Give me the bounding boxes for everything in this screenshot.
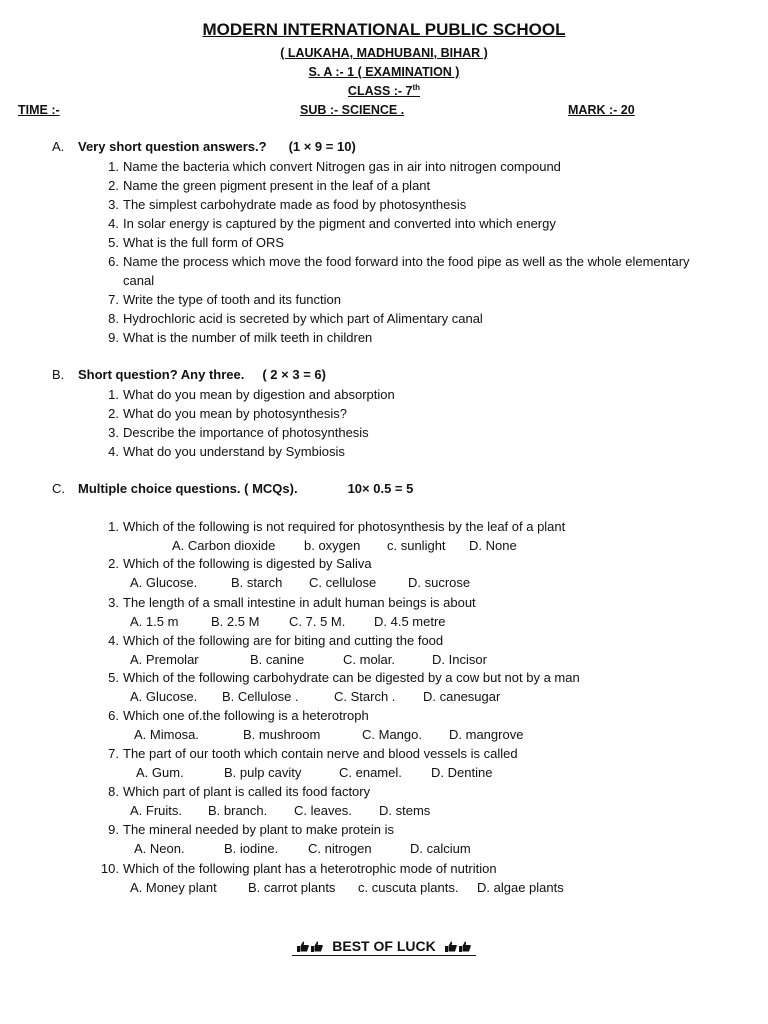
thumbs-up-icon (297, 941, 309, 952)
class-superscript: th (412, 83, 421, 92)
best-of-luck-text: BEST OF LUCK (332, 938, 436, 954)
thumbs-up-icon (311, 941, 323, 952)
mcq-option: C. Mango. (362, 727, 422, 742)
mcq-option: A. Fruits. (130, 803, 183, 818)
question-text: Write the type of tooth and its function (123, 292, 341, 307)
section-a-question (96, 235, 284, 250)
question-text: Which of the following is not required for photosynthesis by the leaf of a plant (123, 519, 566, 534)
section-c-heading (52, 481, 413, 496)
mcq-option: C. enamel. (339, 765, 402, 780)
mcq-question (96, 822, 394, 837)
section-a-question (96, 311, 483, 326)
mcq-question (96, 633, 443, 648)
section-c-title: Multiple choice questions. ( MCQs). (78, 481, 298, 496)
mcq-option: B. starch (231, 575, 283, 590)
section-a-title: Very short question answers.? (78, 139, 267, 154)
question-number: 3. (108, 197, 119, 212)
section-b-question (96, 425, 369, 440)
mcq-option: B. pulp cavity (224, 765, 302, 780)
mcq-option: C. molar. (343, 652, 396, 667)
section-a-heading (52, 139, 356, 154)
mcq-option: A. Mimosa. (134, 727, 200, 742)
mcq-option: D. calcium (410, 841, 471, 856)
question-text: Which one of.the following is a heterotroph (123, 708, 369, 723)
class-label: CLASS :- 7 (347, 84, 413, 99)
section-a-marks: (1 × 9 = 10) (288, 139, 356, 154)
question-text: The mineral needed by plant to make protein is (123, 822, 394, 837)
mcq-option: B. carrot plants (248, 880, 336, 895)
question-number: 1. (108, 387, 119, 402)
section-a-question (96, 216, 556, 231)
mcq-option: C. Starch . (334, 689, 396, 704)
question-text: The part of our tooth which contain nerve and blood vessels is called (123, 746, 518, 761)
question-text: What is the number of milk teeth in children (123, 330, 373, 345)
question-text: In solar energy is captured by the pigment and converted into which energy (123, 216, 556, 231)
question-number: 9. (108, 330, 119, 345)
question-text: Name the green pigment present in the leaf of a plant (123, 178, 431, 193)
marks-label: MARK :- 20 (568, 103, 635, 117)
section-a-question-continuation: canal (123, 273, 155, 288)
question-text: Which of the following are for biting and cutting the food (123, 633, 444, 648)
question-number: 7. (108, 292, 119, 307)
question-number: 1. (108, 519, 119, 534)
mcq-option: D. Incisor (432, 652, 487, 667)
question-number: 6. (108, 708, 119, 723)
question-text: Name the process which move the food forward into the food pipe as well as the whole elementary (123, 254, 690, 269)
mcq-option: C. nitrogen (308, 841, 372, 856)
section-a-question (96, 178, 430, 193)
mcq-option: B. mushroom (243, 727, 321, 742)
question-text: What do you mean by digestion and absorption (123, 387, 395, 402)
mcq-option: A. Money plant (130, 880, 217, 895)
mcq-question (96, 708, 369, 723)
mcq-option: D. mangrove (449, 727, 524, 742)
question-text: The simplest carbohydrate made as food by photosynthesis (123, 197, 467, 212)
question-number: 4. (108, 444, 119, 459)
mcq-option: C. cellulose (309, 575, 377, 590)
mcq-option: b. oxygen (304, 538, 361, 553)
question-number: 3. (108, 425, 119, 440)
question-number: 5. (108, 235, 119, 250)
section-a-label: A. (52, 139, 65, 154)
section-b-marks: ( 2 × 3 = 6) (262, 367, 326, 382)
mcq-option: D. None (469, 538, 517, 553)
mcq-option: B. 2.5 M (211, 614, 260, 629)
mcq-option: B. branch. (208, 803, 268, 818)
question-text: Hydrochloric acid is secreted by which part of Alimentary canal (123, 311, 483, 326)
time-label: TIME :- (18, 103, 60, 117)
question-text: Name the bacteria which convert Nitrogen gas in air into nitrogen compound (123, 159, 561, 174)
mcq-option: c. cuscuta plants. (358, 880, 459, 895)
mcq-option: D. 4.5 metre (374, 614, 446, 629)
mcq-option: D. algae plants (477, 880, 564, 895)
question-number: 1. (108, 159, 119, 174)
section-a-question (96, 197, 466, 212)
question-number: 3. (108, 595, 119, 610)
question-number: 8. (108, 784, 119, 799)
section-a-question (96, 159, 561, 174)
mcq-option: c. sunlight (387, 538, 446, 553)
mcq-option: C. 7. 5 M. (289, 614, 346, 629)
section-b-heading (52, 367, 326, 382)
question-text: Describe the importance of photosynthesis (123, 425, 369, 440)
mcq-option: A. Carbon dioxide (172, 538, 276, 553)
mcq-option: D. canesugar (423, 689, 501, 704)
question-text: What do you understand by Symbiosis (123, 444, 345, 459)
section-b-question (96, 406, 347, 421)
section-b-question (96, 387, 395, 402)
mcq-question (96, 784, 370, 799)
school-name: MODERN INTERNATIONAL PUBLIC SCHOOL (202, 20, 566, 39)
mcq-option: D. sucrose (408, 575, 471, 590)
mcq-question (96, 746, 518, 761)
question-number: 9. (108, 822, 119, 837)
mcq-option: A. 1.5 m (130, 614, 179, 629)
best-of-luck-box (292, 938, 475, 956)
question-number: 2. (108, 178, 119, 193)
question-text: Which of the following carbohydrate can be digested by a cow but not by a man (123, 670, 580, 685)
question-number: 4. (108, 216, 119, 231)
mcq-question (96, 595, 476, 610)
mcq-option: A. Glucose. (130, 689, 198, 704)
section-a-question (96, 292, 341, 307)
mcq-question (96, 861, 497, 876)
mcq-option: A. Premolar (130, 652, 199, 667)
section-c-label: C. (52, 481, 65, 496)
question-number: 8. (108, 311, 119, 326)
question-text: Which of the following is digested by Saliva (123, 556, 372, 571)
mcq-option: A. Glucose. (130, 575, 198, 590)
school-address: ( LAUKAHA, MADHUBANI, BIHAR ) (280, 46, 488, 60)
thumbs-up-icon (445, 941, 457, 952)
exam-name: S. A :- 1 ( EXAMINATION ) (308, 65, 460, 79)
mcq-option: B. iodine. (224, 841, 279, 856)
subject-label: SUB :- SCIENCE . (300, 103, 405, 117)
mcq-option: C. leaves. (294, 803, 352, 818)
section-b-question (96, 444, 345, 459)
question-number: 7. (108, 746, 119, 761)
mcq-option: A. Neon. (134, 841, 185, 856)
question-number: 4. (108, 633, 119, 648)
question-text: Which of the following plant has a heterotrophic mode of nutrition (123, 861, 497, 876)
section-a-question (96, 330, 372, 345)
mcq-option: A. Gum. (136, 765, 184, 780)
mcq-question (96, 556, 372, 571)
question-number: 5. (108, 670, 119, 685)
thumbs-up-icon (459, 941, 471, 952)
mcq-option: B. canine (250, 652, 305, 667)
mcq-option: D. stems (379, 803, 431, 818)
section-c-marks: 10× 0.5 = 5 (347, 481, 414, 496)
question-text: The length of a small intestine in adult human beings is about (123, 595, 476, 610)
question-number: 6. (108, 254, 119, 269)
question-number: 2. (108, 406, 119, 421)
question-text: Which part of plant is called its food factory (123, 784, 371, 799)
mcq-option: B. Cellulose . (222, 689, 299, 704)
mcq-question (96, 519, 565, 534)
question-number: 10. (100, 861, 119, 876)
section-b-label: B. (52, 367, 65, 382)
mcq-question (96, 670, 580, 685)
mcq-option: D. Dentine (431, 765, 493, 780)
section-b-title: Short question? Any three. (78, 367, 245, 382)
question-text: What do you mean by photosynthesis? (123, 406, 348, 421)
section-a-question (96, 254, 690, 269)
question-text: What is the full form of ORS (123, 235, 285, 250)
question-number: 2. (108, 556, 119, 571)
class-line (0, 83, 768, 98)
best-of-luck (0, 938, 768, 956)
